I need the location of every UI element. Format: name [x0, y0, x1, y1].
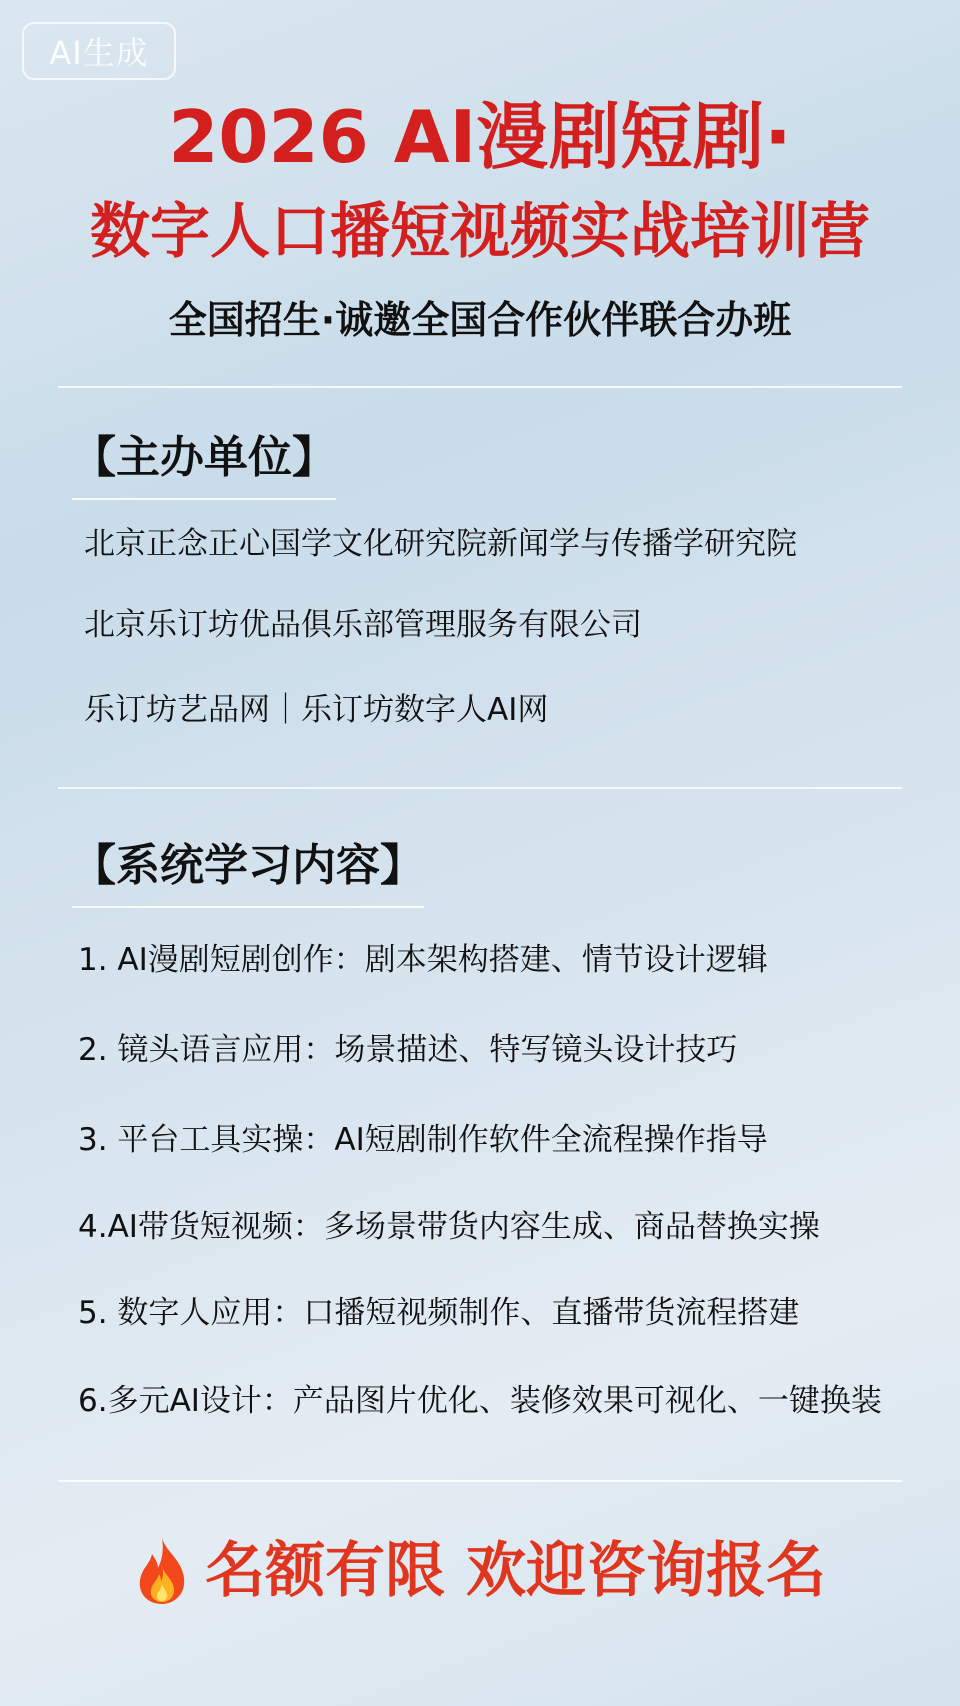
page-title-line-1: 2026 AI漫剧短剧·: [168, 95, 792, 179]
curriculum-item: 5. 数字人应用：口播短视频制作、直播带货流程搭建: [78, 1295, 800, 1331]
organizer-item: 乐订坊艺品网｜乐订坊数字人AI网: [84, 692, 549, 728]
curriculum-item: 1. AI漫剧短剧创作：剧本架构搭建、情节设计逻辑: [78, 942, 768, 978]
divider: [58, 386, 902, 388]
curriculum-heading: 【系统学习内容】: [72, 834, 424, 908]
divider: [58, 1480, 902, 1482]
page-title-line-2: 数字人口播短视频实战培训营: [90, 197, 870, 267]
fire-icon: [134, 1536, 190, 1606]
curriculum-item: 4.AI带货短视频：多场景带货内容生成、商品替换实操: [78, 1209, 820, 1245]
page-subtitle: 全国招生·诚邀全国合作伙伴联合办班: [168, 298, 792, 342]
organizer-item: 北京正念正心国学文化研究院新闻学与传播学研究院: [84, 526, 797, 562]
curriculum-item: 3. 平台工具实操：AI短剧制作软件全流程操作指导: [78, 1122, 768, 1158]
curriculum-item: 2. 镜头语言应用：场景描述、特写镜头设计技巧: [78, 1032, 738, 1068]
ai-generated-badge: AI生成: [22, 22, 176, 80]
curriculum-item: 6.多元AI设计：产品图片优化、装修效果可视化、一键换装: [78, 1383, 882, 1419]
organizer-item: 北京乐订坊优品俱乐部管理服务有限公司: [84, 607, 642, 643]
organizers-heading: 【主办单位】: [72, 426, 336, 500]
footer-text: 名额有限 欢迎咨询报名: [205, 1535, 826, 1606]
footer-cta: [0, 1530, 960, 1611]
divider: [58, 787, 902, 789]
